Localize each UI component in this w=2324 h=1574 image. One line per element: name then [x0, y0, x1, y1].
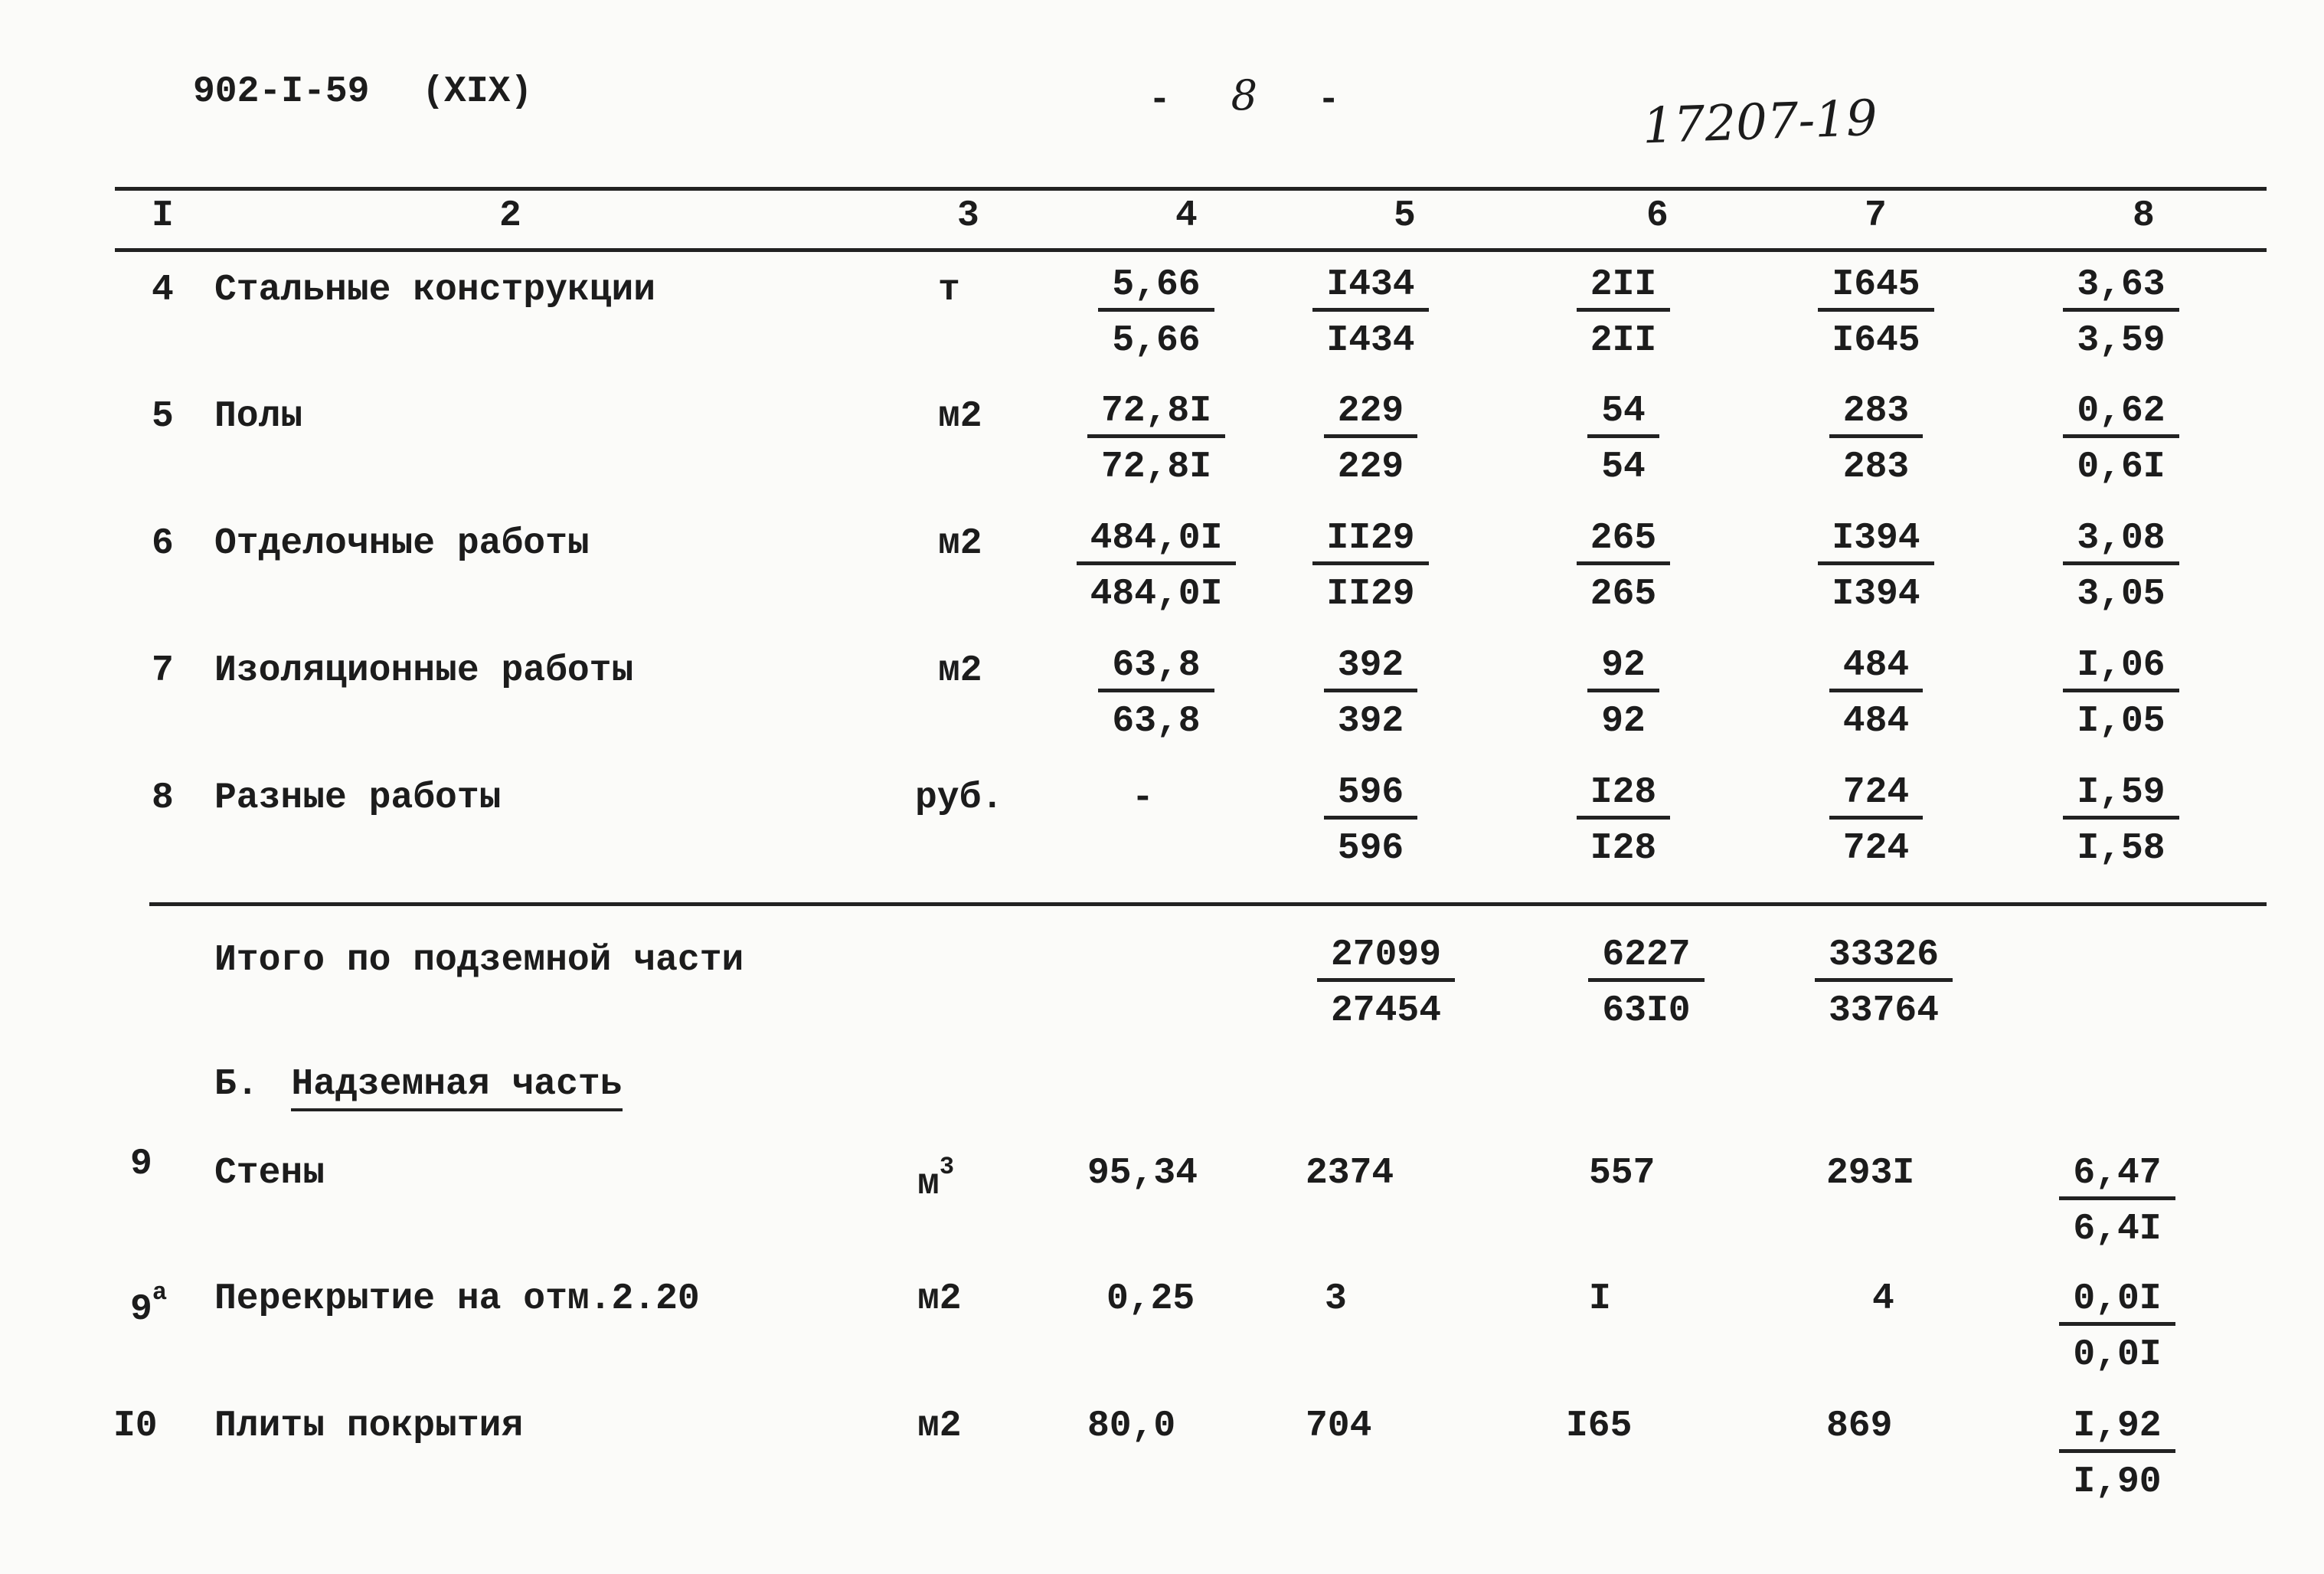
column-number: 2: [499, 195, 521, 237]
column-number: 5: [1394, 195, 1416, 237]
fraction-cell: [1302, 934, 1470, 1032]
row-name: Стальные конструкции: [214, 270, 656, 311]
cell-value: I: [1589, 1278, 1611, 1320]
fraction-bottom: II29: [1326, 574, 1415, 615]
fraction-top: 6227: [1588, 937, 1704, 982]
row-name: Разные работы: [214, 777, 502, 819]
row-number: [130, 1146, 152, 1183]
fraction-cell: [1562, 934, 1731, 1032]
fraction-bottom: 265: [1590, 574, 1657, 615]
row-name: Изоляционные работы: [214, 650, 634, 692]
fraction-bottom: I394: [1832, 574, 1920, 615]
fraction-bottom: I28: [1590, 828, 1657, 869]
fraction-top: I,59: [2063, 774, 2179, 820]
fraction-top: 392: [1324, 647, 1417, 692]
row-number: 4: [152, 270, 174, 311]
fraction-top: I645: [1818, 267, 1933, 312]
fraction-cell: [2037, 774, 2205, 867]
fraction-top: 27099: [1317, 937, 1455, 982]
doc-code-number: 902-I-59: [193, 71, 370, 113]
table-top-rule: [115, 187, 2267, 191]
fraction-top: 265: [1577, 520, 1670, 565]
fraction-cell: [1792, 264, 1960, 362]
row-unit: м2: [938, 523, 982, 564]
unit-base: м: [917, 1163, 940, 1205]
handwritten-document-id: 17207-19: [1641, 90, 1878, 155]
fraction-cell: [1286, 774, 1455, 867]
row-name: Плиты покрытия: [214, 1405, 524, 1447]
fraction-cell: [2033, 1405, 2201, 1503]
fraction-top: 6,47: [2059, 1155, 2175, 1200]
row-number: 5: [152, 396, 174, 437]
subtotal-label: Итого по подземной части: [214, 940, 744, 981]
row-unit: руб.: [915, 777, 1004, 819]
row-unit: м2: [917, 1278, 962, 1320]
fraction-top: 2II: [1577, 267, 1670, 312]
fraction-top: 724: [1829, 774, 1923, 820]
fraction-cell: [1286, 647, 1455, 740]
row-unit: м2: [917, 1405, 962, 1447]
fraction-cell: [2033, 1278, 2201, 1376]
fraction-bottom: I434: [1326, 320, 1415, 362]
fraction-bottom: 6,4I: [2073, 1209, 2162, 1250]
fraction-bottom: 484: [1842, 701, 1910, 742]
fraction-cell: [1792, 520, 1960, 613]
fraction-bottom: 27454: [1330, 990, 1442, 1032]
row-number-main: 9: [130, 1144, 152, 1185]
fraction-top: I,92: [2059, 1408, 2175, 1453]
column-number: 8: [2133, 195, 2155, 237]
row-name: Перекрытие на отм.2.20: [214, 1278, 700, 1320]
header-bottom-rule: [115, 248, 2267, 252]
row-name: Полы: [214, 396, 303, 437]
fraction-bottom: 484,0I: [1090, 574, 1223, 615]
fraction-bottom: 0,0I: [2073, 1334, 2162, 1376]
column-number: 3: [957, 195, 979, 237]
fraction-top: 72,8I: [1087, 393, 1225, 438]
unit-exponent: 3: [939, 1153, 955, 1181]
fraction-cell: [2033, 1155, 2201, 1248]
fraction-bottom: I645: [1832, 320, 1920, 362]
fraction-bottom: 2II: [1590, 320, 1657, 362]
row-unit: м2: [938, 650, 982, 692]
fraction-top: 92: [1587, 647, 1659, 692]
fraction-top: 33326: [1815, 937, 1953, 982]
section-title: Надземная часть: [291, 1064, 622, 1111]
row-unit: м2: [938, 396, 982, 437]
fraction-cell: [1286, 393, 1455, 486]
row-number-main: 9: [130, 1289, 152, 1330]
cell-value: 80,0: [1087, 1405, 1176, 1447]
row-unit: т: [938, 270, 960, 311]
fraction-top: 0,62: [2063, 393, 2179, 438]
fraction-cell: [1072, 520, 1240, 613]
fraction-cell: [1792, 774, 1960, 867]
row-number-main: I0: [113, 1405, 158, 1447]
fraction-bottom: 63I0: [1602, 990, 1691, 1032]
column-number: 4: [1175, 195, 1198, 237]
cell-value: 557: [1589, 1153, 1656, 1194]
fraction-cell: [1286, 264, 1455, 362]
fraction-cell: [1286, 520, 1455, 613]
fraction-cell: [1799, 934, 1968, 1032]
fraction-cell: [1792, 393, 1960, 486]
fraction-cell: [1072, 264, 1240, 362]
fraction-bottom: 5,66: [1112, 320, 1201, 362]
page-number: [1149, 71, 1340, 121]
fraction-bottom: 92: [1601, 701, 1646, 742]
fraction-top: 3,08: [2063, 520, 2179, 565]
fraction-bottom: 596: [1337, 828, 1404, 869]
page-number-value: 8: [1231, 71, 1257, 119]
fraction-cell: [2037, 393, 2205, 486]
fraction-top: II29: [1312, 520, 1428, 565]
fraction-top: 5,66: [1098, 267, 1214, 312]
fraction-bottom: 63,8: [1112, 701, 1201, 742]
fraction-top: I28: [1577, 774, 1670, 820]
fraction-bottom: 392: [1337, 701, 1404, 742]
fraction-cell: [1539, 393, 1708, 486]
fraction-cell: [1539, 264, 1708, 362]
cell-value: 704: [1306, 1405, 1372, 1447]
fraction-top: I434: [1312, 267, 1428, 312]
fraction-bottom: I,90: [2073, 1461, 2162, 1503]
cell-value: 4: [1872, 1278, 1894, 1320]
row-name: Отделочные работы: [214, 523, 590, 564]
doc-code-part: (XIX): [422, 71, 533, 113]
fraction-top: 54: [1587, 393, 1659, 438]
fraction-top: 484,0I: [1077, 520, 1237, 565]
cell-value: 3: [1325, 1278, 1347, 1320]
row-number: 6: [152, 523, 174, 564]
row-number: [130, 1278, 168, 1330]
fraction-bottom: 724: [1842, 828, 1910, 869]
fraction-top: 283: [1829, 393, 1923, 438]
row-unit: [917, 1155, 954, 1203]
fraction-bottom: I,58: [2077, 828, 2165, 869]
fraction-cell: [2037, 264, 2205, 362]
column-number: 7: [1865, 195, 1887, 237]
cell-value: 869: [1826, 1405, 1893, 1447]
row-number-superscript: а: [152, 1278, 168, 1307]
fraction-bottom: 229: [1337, 447, 1404, 488]
page-dash-right: -: [1317, 80, 1340, 121]
page-dash-left: -: [1149, 80, 1171, 121]
row-number: 8: [152, 777, 174, 819]
cell-value: 0,25: [1106, 1278, 1195, 1320]
fraction-top: 3,63: [2063, 267, 2179, 312]
fraction-top: 0,0I: [2059, 1281, 2175, 1326]
fraction-bottom: 0,6I: [2077, 447, 2165, 488]
cell-value: 293I: [1826, 1153, 1915, 1194]
row-number: 7: [152, 650, 174, 692]
fraction-cell: [1539, 774, 1708, 867]
fraction-top: 484: [1829, 647, 1923, 692]
fraction-cell: [2037, 520, 2205, 613]
cell-value: I65: [1566, 1405, 1633, 1447]
fraction-cell: [1792, 647, 1960, 740]
section-heading: [214, 1066, 623, 1103]
empty-cell-dash: -: [1132, 777, 1154, 819]
fraction-cell: [2037, 647, 2205, 740]
fraction-top: 596: [1324, 774, 1417, 820]
subtotal-separator-rule: [149, 902, 2267, 906]
fraction-bottom: 283: [1842, 447, 1910, 488]
fraction-top: I394: [1818, 520, 1933, 565]
fraction-bottom: 72,8I: [1100, 447, 1212, 488]
fraction-top: 63,8: [1098, 647, 1214, 692]
fraction-top: 229: [1324, 393, 1417, 438]
row-number: [113, 1405, 158, 1447]
fraction-cell: [1072, 647, 1240, 740]
cell-value: 95,34: [1087, 1153, 1198, 1194]
fraction-cell: [1539, 647, 1708, 740]
cell-value: 2374: [1306, 1153, 1394, 1194]
document-code: [193, 71, 533, 113]
row-name: Стены: [214, 1153, 325, 1194]
fraction-bottom: I,05: [2077, 701, 2165, 742]
fraction-bottom: 3,59: [2077, 320, 2165, 362]
column-number: I: [152, 195, 174, 237]
column-number: 6: [1646, 195, 1669, 237]
fraction-cell: [1539, 520, 1708, 613]
section-prefix: Б.: [214, 1064, 259, 1105]
fraction-top: I,06: [2063, 647, 2179, 692]
fraction-bottom: 3,05: [2077, 574, 2165, 615]
fraction-bottom: 54: [1601, 447, 1646, 488]
fraction-cell: [1072, 393, 1240, 486]
fraction-bottom: 33764: [1828, 990, 1940, 1032]
